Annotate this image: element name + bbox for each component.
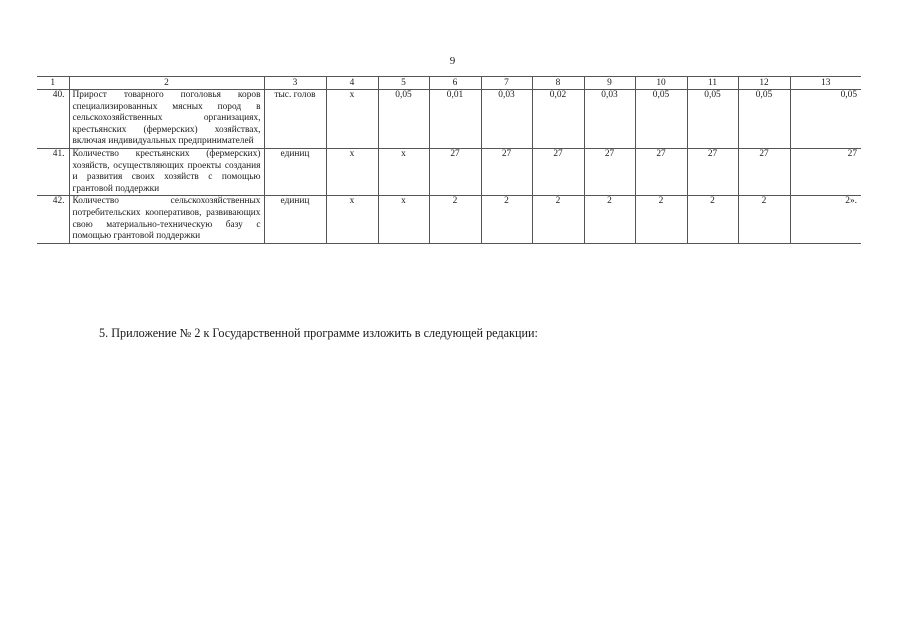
col-header: 9 — [584, 77, 635, 90]
col-header: 5 — [378, 77, 429, 90]
value-cell: 0,01 — [429, 90, 481, 149]
value-cell: 27 — [429, 148, 481, 195]
value-cell: 0,02 — [532, 90, 584, 149]
value-cell: 2 — [687, 196, 738, 243]
value-cell: 0,05 — [378, 90, 429, 149]
col-header: 6 — [429, 77, 481, 90]
col-header: 13 — [790, 77, 861, 90]
value-cell: х — [326, 148, 378, 195]
row-number: 41. — [37, 148, 69, 195]
col-header: 1 — [37, 77, 69, 90]
value-cell: 2 — [429, 196, 481, 243]
col-header: 11 — [687, 77, 738, 90]
value-cell: 0,05 — [738, 90, 790, 149]
col-header: 2 — [69, 77, 264, 90]
value-cell: 2 — [532, 196, 584, 243]
col-header: 7 — [481, 77, 532, 90]
row-number: 40. — [37, 90, 69, 149]
unit-cell: единиц — [264, 148, 326, 195]
value-cell: х — [326, 196, 378, 243]
value-cell: 0,05 — [635, 90, 687, 149]
unit-cell: единиц — [264, 196, 326, 243]
value-cell: 27 — [584, 148, 635, 195]
value-cell: 2 — [584, 196, 635, 243]
value-cell: 27 — [790, 148, 861, 195]
value-cell: 0,05 — [687, 90, 738, 149]
col-header: 10 — [635, 77, 687, 90]
table-row — [37, 196, 861, 243]
value-cell: х — [378, 148, 429, 195]
col-header: 8 — [532, 77, 584, 90]
value-cell: 2 — [635, 196, 687, 243]
row-number: 42. — [37, 196, 69, 243]
indicator-name: Прирост товарного поголовья коров специализированных мясных пород в сельскохозяйственных организациях, крестьянских (фермерских) хозяйствах, включая индивидуальных предпринимателей — [69, 90, 264, 149]
value-cell: 0,05 — [790, 90, 861, 149]
table-row — [37, 90, 861, 149]
value-cell: 27 — [687, 148, 738, 195]
col-header: 12 — [738, 77, 790, 90]
page-number: 9 — [449, 55, 456, 67]
value-cell: 2». — [790, 196, 861, 243]
col-header: 3 — [264, 77, 326, 90]
value-cell: х — [378, 196, 429, 243]
value-cell: 27 — [738, 148, 790, 195]
value-cell: х — [326, 90, 378, 149]
value-cell: 0,03 — [481, 90, 532, 149]
header-row — [37, 77, 861, 90]
value-cell: 2 — [738, 196, 790, 243]
amendment-note: 5. Приложение № 2 к Государственной программе изложить в следующей редакции: — [99, 326, 538, 340]
value-cell: 0,03 — [584, 90, 635, 149]
col-header: 4 — [326, 77, 378, 90]
value-cell: 2 — [481, 196, 532, 243]
value-cell: 27 — [481, 148, 532, 195]
value-cell: 27 — [532, 148, 584, 195]
unit-cell: тыс. голов — [264, 90, 326, 149]
indicators-table — [37, 76, 861, 244]
indicator-name: Количество сельскохозяйственных потребительских кооперативов, развивающих свою материально-техническую базу с помощью грантовой поддержки — [69, 196, 264, 243]
table-row — [37, 148, 861, 195]
indicator-name: Количество крестьянских (фермерских) хозяйств, осуществляющих проекты создания и развития своих хозяйств с помощью грантовой поддержки — [69, 148, 264, 195]
value-cell: 27 — [635, 148, 687, 195]
